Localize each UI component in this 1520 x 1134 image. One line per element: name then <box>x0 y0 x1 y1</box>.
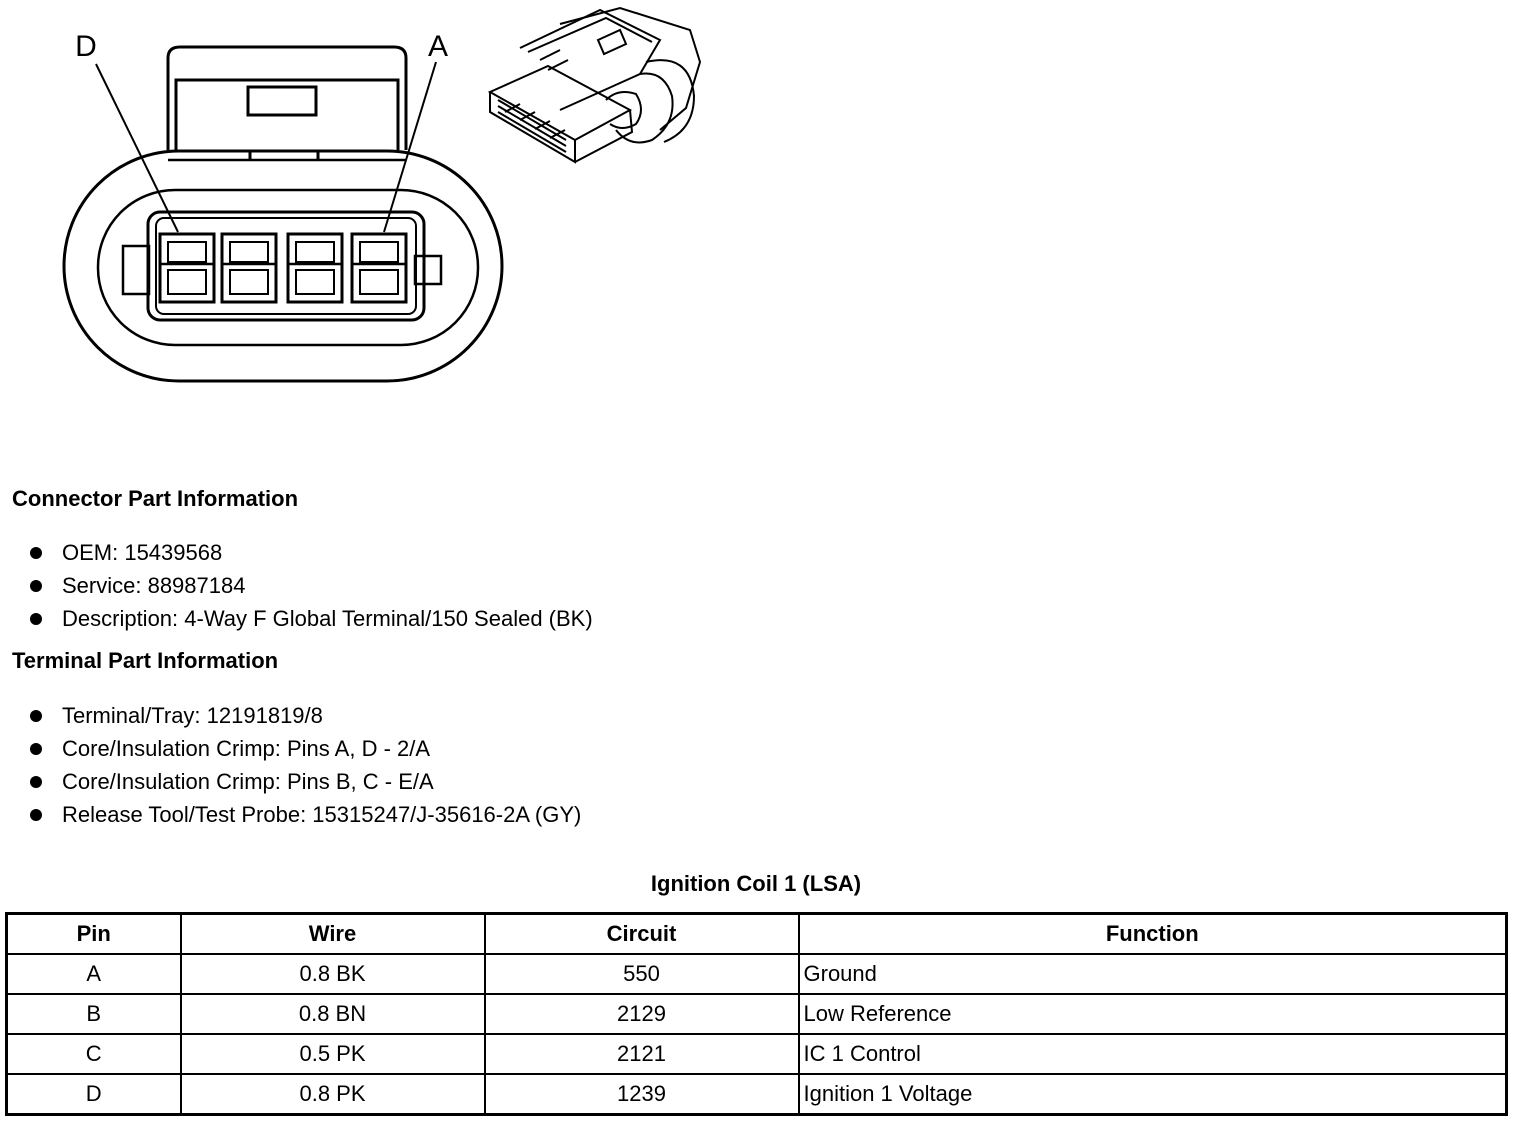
header-pin: Pin <box>7 914 181 955</box>
terminal-info-heading: Terminal Part Information <box>12 648 279 673</box>
cavity-c <box>222 234 276 302</box>
table-header-row <box>7 914 1507 955</box>
header-function: Function <box>799 914 1507 955</box>
table-row <box>7 1074 1507 1115</box>
pin-label-a: A <box>427 30 449 63</box>
list-item: OEM: 15439568 <box>28 536 593 569</box>
cell-function: IC 1 Control <box>799 1034 1507 1074</box>
list-item: Release Tool/Test Probe: 15315247/J-35616-2A (GY) <box>28 798 581 831</box>
cell-pin: C <box>7 1034 181 1074</box>
cell-wire: 0.5 PK <box>181 1034 485 1074</box>
list-item: Core/Insulation Crimp: Pins A, D - 2/A <box>28 732 581 765</box>
connector-diagram <box>0 0 760 400</box>
cell-pin: A <box>7 954 181 994</box>
table-row <box>7 1034 1507 1074</box>
table-row <box>7 954 1507 994</box>
table-row <box>7 994 1507 1034</box>
cavity-d <box>160 234 214 302</box>
cell-circuit: 2121 <box>485 1034 799 1074</box>
cavity-b <box>288 234 342 302</box>
cell-wire: 0.8 BN <box>181 994 485 1034</box>
header-wire: Wire <box>181 914 485 955</box>
pinout-table <box>5 912 1508 1116</box>
cell-function: Ground <box>799 954 1507 994</box>
list-item: Service: 88987184 <box>28 569 593 602</box>
pin-label-d: D <box>75 30 97 63</box>
cavity-a <box>352 234 406 302</box>
cell-pin: D <box>7 1074 181 1115</box>
connector-info-heading: Connector Part Information <box>12 486 299 511</box>
cell-wire: 0.8 BK <box>181 954 485 994</box>
terminal-info-list <box>28 699 581 831</box>
cell-function: Low Reference <box>799 994 1507 1034</box>
cell-function: Ignition 1 Voltage <box>799 1074 1507 1115</box>
cell-wire: 0.8 PK <box>181 1074 485 1115</box>
list-item: Description: 4-Way F Global Terminal/150 Sealed (BK) <box>28 602 593 635</box>
cell-circuit: 550 <box>485 954 799 994</box>
table-title: Ignition Coil 1 (LSA) <box>650 871 862 896</box>
cell-pin: B <box>7 994 181 1034</box>
cell-circuit: 2129 <box>485 994 799 1034</box>
connector-info-list <box>28 536 593 635</box>
connector-isometric-view <box>490 8 700 162</box>
header-circuit: Circuit <box>485 914 799 955</box>
list-item: Core/Insulation Crimp: Pins B, C - E/A <box>28 765 581 798</box>
list-item: Terminal/Tray: 12191819/8 <box>28 699 581 732</box>
cell-circuit: 1239 <box>485 1074 799 1115</box>
